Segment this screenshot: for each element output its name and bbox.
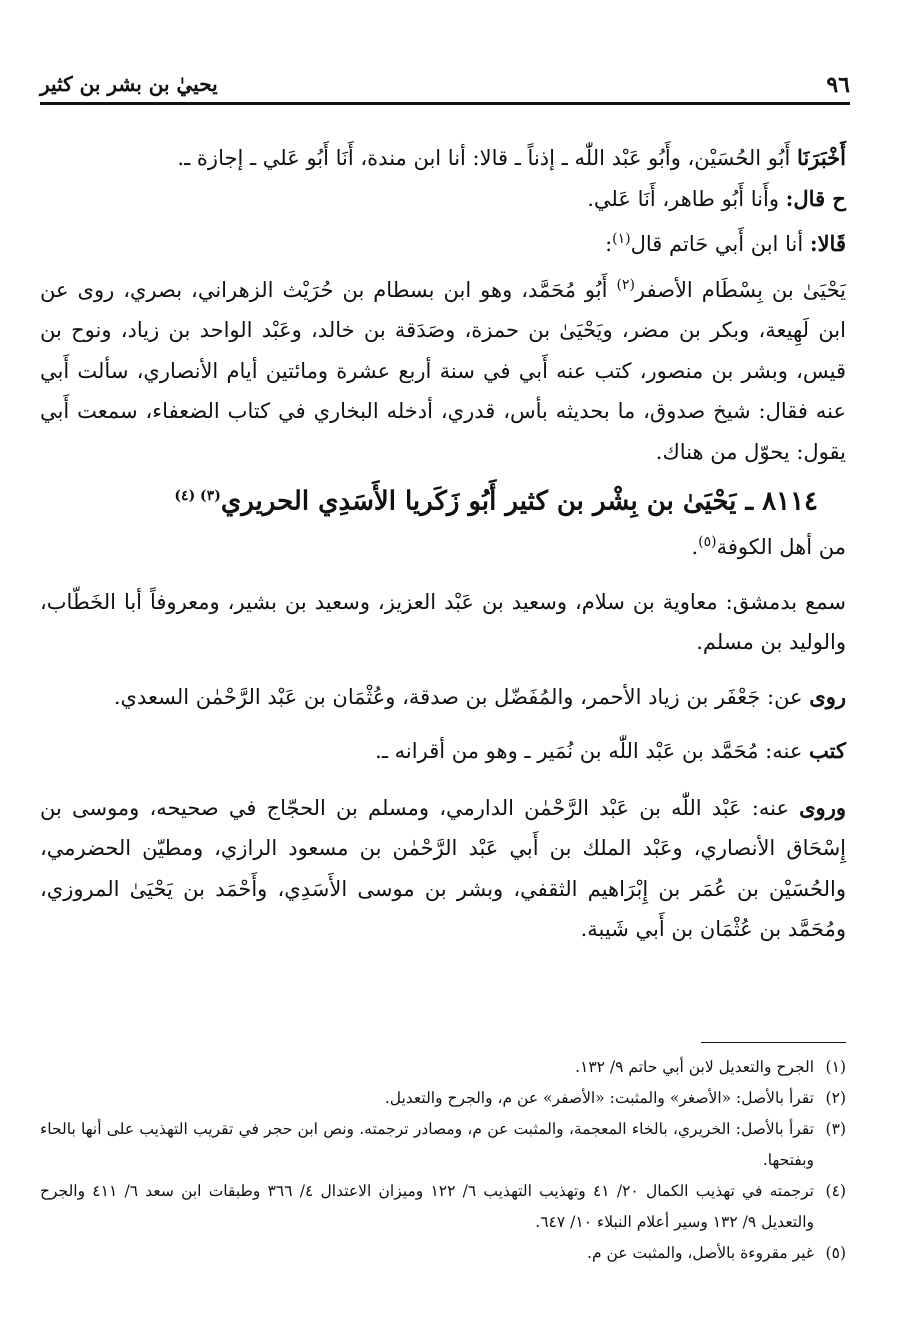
page-number: ٩٦ [826, 72, 850, 98]
entry-heading: ٨١١٤ ـ يَحْيَىٰ بن بِشْر بن كثير أَبُو زَكَريا الأَسَدِي الحريري [220, 486, 818, 517]
page-header [40, 62, 850, 105]
footnote-text: غير مقروءة بالأصل، والمثبت عن م. [587, 1244, 814, 1262]
text: وأَنا أَبُو طاهر، أَنَا عَلي. [587, 186, 786, 211]
footnote [40, 1052, 846, 1083]
keyword: كتب [809, 738, 846, 764]
footnote-separator [701, 1042, 846, 1043]
running-title: يحييٰ بن بشر بن كثير [40, 72, 218, 96]
keyword: قَالا: [809, 231, 846, 256]
paragraph [40, 522, 846, 568]
footnote-number: (٣) [825, 1120, 846, 1138]
keyword: روى [809, 683, 846, 709]
text: : [605, 232, 613, 256]
text: عن: جَعْفَر بن زياد الأحمر، والمُفَضّل بن صدقة، وعُثْمَان بن عَبْد الرَّحْمٰن السعدي. [113, 684, 810, 709]
footnote-number: (٥) [825, 1244, 846, 1262]
paragraph [40, 219, 846, 265]
text: يَحْيَىٰ بن بِسْطَام الأصفر [634, 277, 846, 302]
footnote-ref: (٢) [616, 276, 635, 293]
footnote-ref: (١) [612, 231, 631, 247]
text: أنا ابن أَبي حَاتم قال [630, 232, 810, 256]
text: من أهل الكوفة [716, 535, 846, 560]
footnote-number: (٤) [825, 1182, 846, 1200]
keyword: أَخْبَرَنَا [797, 145, 846, 170]
footnotes [40, 1052, 846, 1269]
footnote-number: (١) [825, 1058, 846, 1076]
footnote-number: (٢) [825, 1089, 846, 1107]
footnote-ref: (٥) [698, 534, 717, 551]
paragraph [40, 731, 846, 772]
paragraph [40, 788, 846, 950]
footnote-text: تقرأ بالأصل: «الأصغر» والمثبت: «الأصفر» عن م، والجرح والتعديل. [384, 1089, 814, 1107]
footnote-text: تقرأ بالأصل: الخريري، بالخاء المعجمة، والمثبت عن م، ومصادر ترجمته. ونص ابن حجر في تقريب التهذيب على أنها بالحاء وبفتحها. [40, 1120, 814, 1169]
paragraph [40, 138, 846, 179]
text: عنه: عَبْد اللّٰه بن عَبْد الرَّحْمٰن الدارمي، ومسلم بن الحجّاج في صحيحه، وموسى بن إِسْحَاق الأنصاري، وعَبْد الملك بن أَبي عَبْد الرَّحْمٰن بن مسعود الرازي، ومطيّن الحضرمي، والحُسَيْن بن عُمَر بن إِبْرَاهيم الثقفي، وبشر بن موسى الأَسَدِي، وأَحْمَد بن يَحْيَىٰ المروزي، ومُحَمَّد بن عُثْمَان بن أَبي شَيبة. [40, 795, 846, 942]
text: أَبُو الحُسَيْن، وأَبُو عَبْد اللّٰه ـ إذناً ـ قالا: أنا ابن مندة، أَنَا أَبُو عَلي ـ إجازة ـ. [177, 146, 798, 170]
text: عنه: مُحَمَّد بن عَبْد اللّٰه بن نُمَير ـ وهو من أقرانه ـ. [375, 739, 810, 764]
footnote [40, 1176, 846, 1238]
main-text [40, 138, 846, 950]
footnote [40, 1114, 846, 1176]
footnote-text: ترجمته في تهذيب الكمال ٢٠/ ٤١ وتهذيب التهذيب ٦/ ١٢٢ وميزان الاعتدال ٤/ ٣٦٦ وطبقات ابن سعد ٦/ ٤١١ والجرح والتعديل ٩/ ١٣٢ وسير أعلام النبلاء ١٠/ ٦٤٧. [40, 1182, 814, 1231]
paragraph [40, 179, 846, 220]
paragraph: سمع بدمشق: معاوية بن سلام، وسعيد بن عَبْد العزيز، وسعيد بن بشير، ومعروفاً أبا الخَطّاب، والوليد بن مسلم. [40, 589, 846, 655]
footnote-text: الجرح والتعديل لابن أبي حاتم ٩/ ١٣٢. [575, 1058, 814, 1076]
entry-title [40, 476, 818, 522]
keyword: ح قال: [785, 185, 846, 211]
footnote [40, 1238, 846, 1269]
footnote-ref: (٣) (٤) [174, 488, 221, 504]
footnote [40, 1083, 846, 1114]
text: . [691, 535, 699, 560]
text: أَبُو مُحَمَّد، وهو ابن بسطام بن حُرَيْث الزهراني، بصري، روى عن ابن لَهِيعة، وبكر بن مضر، ويَحْيَىٰ بن حمزة، وصَدَقة بن خالد، وعَبْد الواحد بن زياد، ونوح بن قيس، وبشر بن منصور، كتب عنه أَبي في سنة أربع عشرة ومائتين أيام الأنصاري، سألت أَبي عنه فقال: شيخ صدوق، ما بحديثه بأس، قدري، أدخله البخاري في كتاب الضعفاء، سمعت أَبي يقول: يحوّل من هناك. [40, 277, 846, 464]
paragraph [40, 265, 846, 473]
paragraph [40, 677, 846, 718]
keyword: وروى [799, 794, 846, 820]
